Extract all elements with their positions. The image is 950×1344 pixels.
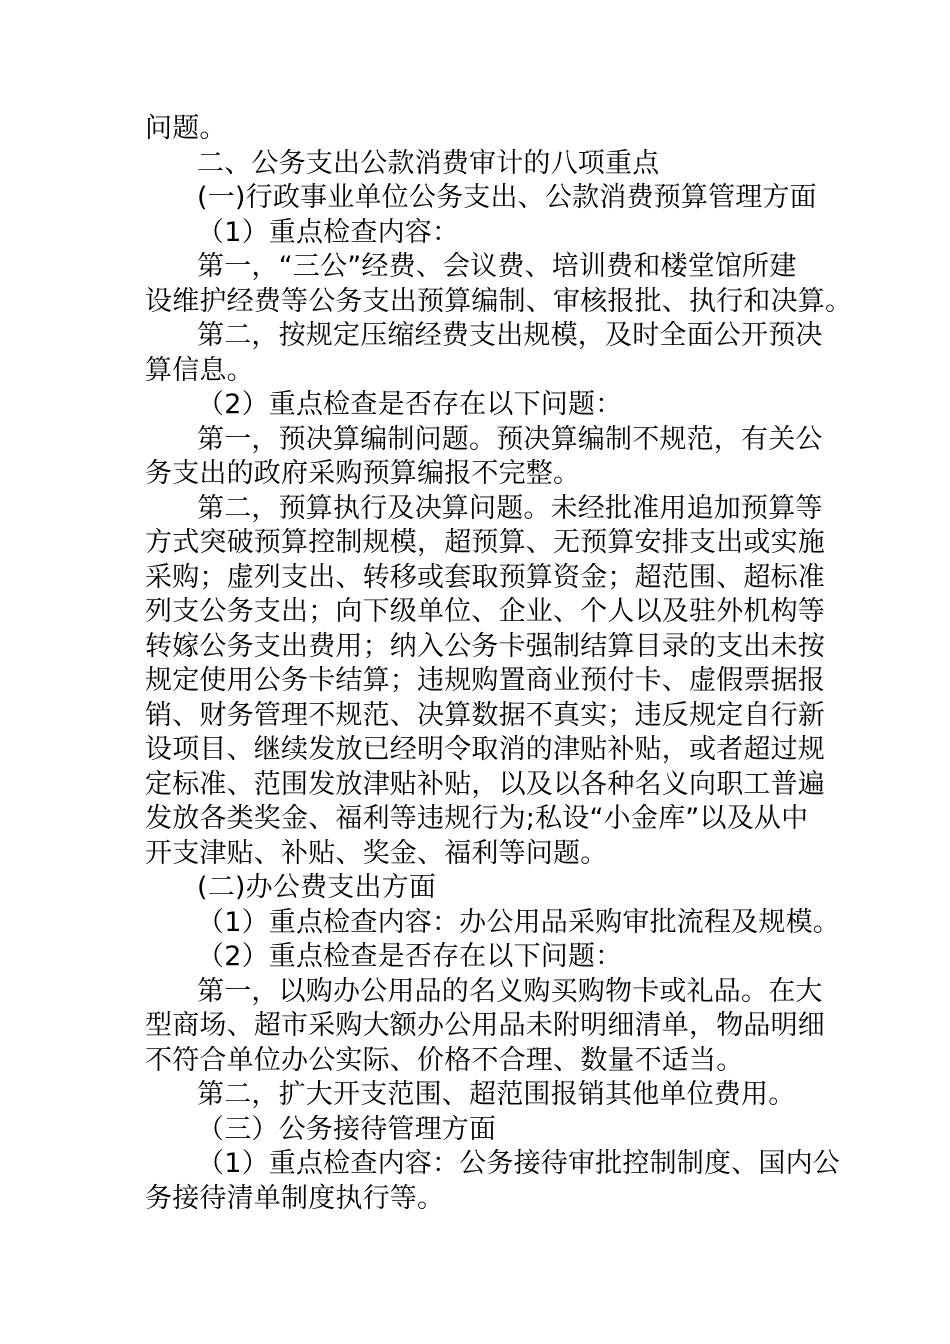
paragraph-line: 发放各类奖金、福利等违规行为;私设“小金库”以及从中: [145, 803, 809, 834]
paragraph-line: 型商场、超市采购大额办公用品未附明细清单，物品明细: [145, 1010, 825, 1041]
paragraph-line: 务支出的政府采购预算编报不完整。: [145, 458, 581, 489]
document-page: [145, 112, 853, 1216]
paragraph-line: 销、财务管理不规范、决算数据不真实；违反规定自行新: [145, 699, 825, 731]
paragraph-line: 开支津贴、补贴、奖金、福利等问题。: [145, 837, 608, 869]
subsection-heading: (一)行政事业单位公务支出、公款消费预算管理方面: [197, 182, 817, 213]
paragraph-line: 设维护经费等公务支出预算编制、审核报批、执行和决算。: [145, 285, 853, 317]
paragraph-line: 定标准、范围发放津贴补贴，以及以各种名义向职工普遍: [145, 768, 825, 800]
item-heading: （2）重点检查是否存在以下问题：: [197, 941, 623, 972]
item-heading: （1）重点检查内容：办公用品采购审批流程及规模。: [197, 906, 840, 938]
paragraph-line: 转嫁公务支出费用；纳入公务卡强制结算目录的支出未按: [145, 630, 825, 662]
paragraph-line: 第一，预决算编制问题。预决算编制不规范，有关公: [197, 423, 823, 455]
paragraph-line: 第二，按规定压缩经费支出规模，及时全面公开预决: [197, 320, 823, 351]
paragraph-line: 第一，以购办公用品的名义购买购物卡或礼品。在大: [197, 975, 823, 1007]
paragraph-line: 规定使用公务卡结算；违规购置商业预付卡、虚假票据报: [145, 665, 825, 696]
subsection-heading: (二)办公费支出方面: [197, 872, 437, 903]
item-heading: （2）重点检查是否存在以下问题：: [197, 389, 623, 420]
subsection-heading: （三）公务接待管理方面: [197, 1113, 497, 1145]
paragraph-line: 不符合单位办公实际、价格不合理、数量不适当。: [145, 1044, 744, 1076]
paragraph-line: 第一，“三公”经费、会议费、培训费和楼堂馆所建: [197, 251, 797, 282]
paragraph-line: 列支公务支出；向下级单位、企业、个人以及驻外机构等: [145, 596, 825, 627]
paragraph-line: 设项目、继续发放已经明令取消的津贴补贴，或者超过规: [145, 734, 825, 765]
text-line: 问题。: [145, 113, 227, 144]
item-heading: （1）重点检查内容：公务接待审批控制制度、国内公: [197, 1148, 840, 1179]
item-heading: （1）重点检查内容：: [197, 216, 460, 248]
paragraph-line: 方式突破预算控制规模，超预算、无预算安排支出或实施: [145, 527, 825, 558]
section-heading: 二、公务支出公款消费审计的八项重点: [197, 147, 660, 179]
paragraph-line: 第二，扩大开支范围、超范围报销其他单位费用。: [197, 1079, 796, 1110]
paragraph-line: 务接待清单制度执行等。: [145, 1182, 445, 1214]
paragraph-line: 算信息。: [145, 354, 254, 386]
paragraph-line: 第二，预算执行及决算问题。未经批准用追加预算等: [197, 492, 823, 524]
paragraph-line: 采购；虚列支出、转移或套取预算资金；超范围、超标准: [145, 561, 825, 593]
